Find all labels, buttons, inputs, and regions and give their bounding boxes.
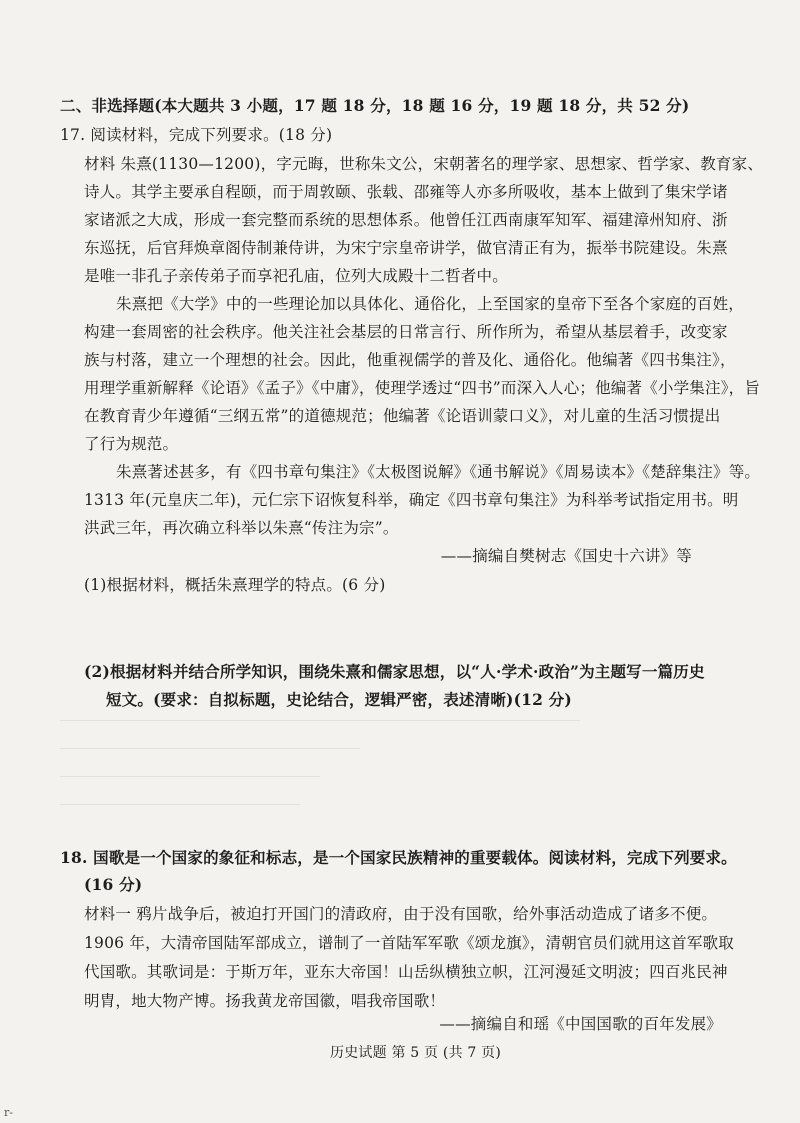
q18-material-line: 1906 年，大清帝国陆军部成立，谱制了一首陆军军歌《颂龙旗》，清朝官员们就用这首军歌取 [84,934,734,952]
q17-material-line: 族与村落，建立一个理想的社会。因此，他重视儒学的普及化、通俗化。他编著《四书集注》， [84,351,736,369]
q17-material-line: 构建一套周密的社会秩序。他关注社会基层的日常言行、所作所为，希望从基层着手，改变家 [84,323,728,341]
q18-material-line: 明胄，地大物产博。扬我黄龙帝国徽，唱我帝国歌！ [84,992,446,1010]
section-header: 二、非选择题(本大题共 3 小题，17 题 18 分，18 题 16 分，19 题 18 分，共 52 分) [60,96,690,115]
q17-material-line: 1313 年(元皇庆二年)，元仁宗下诏恢复科举，确定《四书章句集注》为科举考试指定用书。明 [84,491,739,509]
q17-material-line: 家诸派之大成，形成一套完整而系统的思想体系。他曾任江西南康军知军、福建漳州知府、浙 [84,211,728,229]
q17-material-line: 了行为规范。 [84,435,179,453]
q18-material-line: 代国歌。其歌词是：于斯万年，亚东大帝国！山岳纵横独立帜，江河漫延文明波；四百兆民神 [84,963,728,981]
q17-material-line: 材料 朱熹(1130—1200)，字元晦，世称朱文公，宋朝著名的理学家、思想家、哲学家、教育家、 [84,155,764,173]
q17-material-line: 洪武三年，再次确立科举以朱熹“传注为宗”。 [84,519,399,537]
bleed-through-line [60,720,580,721]
q18-material-line: 材料一 鸦片战争后，被迫打开国门的清政府，由于没有国歌，给外事活动造成了诸多不便。 [84,905,718,923]
q18-heading-line1: 18. 国歌是一个国家的象征和标志，是一个国家民族精神的重要载体。阅读材料，完成下列要求。 [60,848,737,867]
q17-sub2-line2: 短文。(要求：自拟标题，史论结合，逻辑严密，表述清晰)(12 分) [106,690,572,709]
bleed-through-line [60,804,300,805]
q17-material-line: 是唯一非孔子亲传弟子而享祀孔庙，位列大成殿十二哲者中。 [84,267,508,285]
q17-material-line: 朱熹著述甚多，有《四书章句集注》《太极图说解》《通书解说》《周易读本》《楚辞集注》等。 [116,463,761,481]
bleed-through-line [60,776,320,777]
page-footer: 历史试题 第 5 页 (共 7 页) [330,1045,502,1061]
q17-material-line: 朱熹把《大学》中的一些理论加以具体化、通俗化，上至国家的皇帝下至各个家庭的百姓， [116,295,745,313]
q17-material-line: 用理学重新解释《论语》《孟子》《中庸》，使理学透过“四书”而深入人心；他编著《小学集注》，旨 [84,379,761,397]
q17-material-line: 在教育青少年遵循“三纲五常”的道德规范；他编著《论语训蒙口义》，对儿童的生活习惯提出 [84,407,721,425]
q18-heading-line2: (16 分) [84,875,143,894]
q17-material-line: 诗人。其学主要承自程颐，而于周敦颐、张载、邵雍等人亦多所吸收，基本上做到了集宋学诸 [84,183,728,201]
q17-sub2-line1: (2)根据材料并结合所学知识，围绕朱熹和儒家思想，以“人·学术·政治”为主题写一篇历史 [84,662,705,681]
q17-material-line: 东巡抚，后官拜焕章阁侍制兼侍讲，为宋宁宗皇帝讲学，做官清正有为，振举书院建设。朱熹 [84,239,728,257]
corner-mark: r- [4,1106,13,1119]
q17-source: ——摘编自樊树志《国史十六讲》等 [440,547,692,565]
q17-sub1: (1)根据材料，概括朱熹理学的特点。(6 分) [84,576,386,594]
q17-heading: 17. 阅读材料，完成下列要求。(18 分) [60,126,333,144]
q18-source: ——摘编自和瑶《中国国歌的百年发展》 [439,1015,722,1033]
bleed-through-line [60,748,360,749]
